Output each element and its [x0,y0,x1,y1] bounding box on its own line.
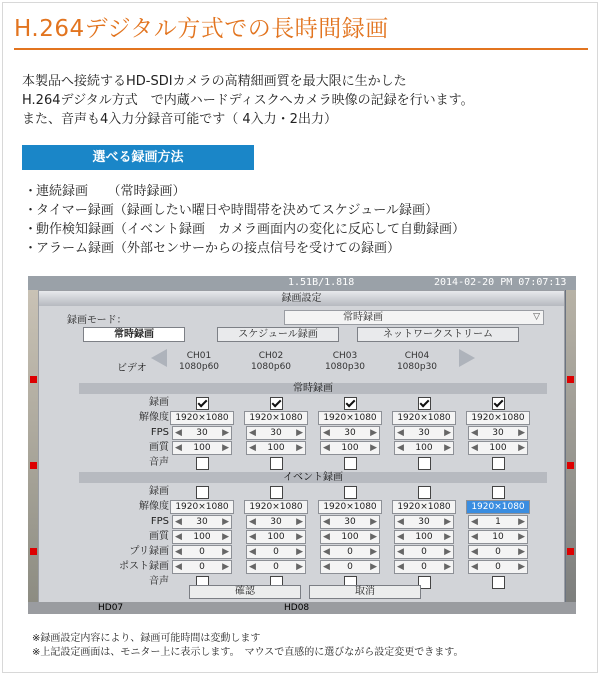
checkbox[interactable] [492,486,505,499]
chevron-left-icon[interactable]: ◀ [471,562,478,572]
record-indicator-icon [30,548,37,555]
resolution-select[interactable]: 1920×1080 [318,500,382,514]
list-item [24,239,465,258]
chevron-right-icon[interactable]: ▶ [370,562,377,572]
channel-res: 1080p30 [396,362,438,372]
intro-line: また、音声も4入力分録音可能です（ 4入力・2出力） [22,112,337,127]
row-label: 録画 [149,397,169,408]
value-stepper[interactable] [468,560,528,574]
value-stepper[interactable] [394,530,454,544]
stepper-value: 30 [196,428,208,438]
row-label: プリ録画 [129,546,169,557]
channel-name: CH04 [404,351,430,361]
checkbox[interactable] [344,397,357,410]
grid-row [39,574,564,589]
osd-bar [218,276,576,290]
stepper-value: 0 [421,547,427,557]
camera-label-bar [28,602,576,614]
arrow-right-icon[interactable] [459,349,475,367]
value-stepper[interactable] [246,545,306,559]
value-stepper[interactable] [172,515,232,529]
title-underline [14,48,588,50]
dialog-title: 録画設定 [39,291,564,306]
camera-label: HD08 [284,603,310,613]
chevron-left-icon[interactable]: ◀ [323,532,330,542]
stepper-value: 100 [193,532,211,542]
checkbox[interactable] [418,457,431,470]
grid-row [39,484,564,499]
chevron-left-icon[interactable]: ◀ [323,517,330,527]
chevron-left-icon[interactable]: ◀ [397,562,404,572]
section-header-event: イベント録画 [79,472,547,483]
row-label: 音声 [149,576,169,587]
channel-name: CH03 [332,351,358,361]
resolution-select[interactable]: 1920×1080 [466,411,530,425]
stepper-value: 0 [199,547,205,557]
chevron-right-icon[interactable]: ▶ [296,547,303,557]
chevron-left-icon[interactable]: ◀ [471,443,478,453]
chevron-left-icon[interactable]: ◀ [249,428,256,438]
chevron-right-icon[interactable]: ▶ [222,547,229,557]
grid-row [39,559,564,574]
value-stepper[interactable] [246,441,306,455]
grid-row [39,529,564,544]
ok-button[interactable]: 確認 [189,585,301,599]
resolution-select[interactable]: 1920×1080 [170,500,234,514]
stepper-value: 30 [418,428,430,438]
channel-name: CH02 [258,351,284,361]
dvr-screenshot [28,276,576,614]
chevron-left-icon[interactable]: ◀ [323,562,330,572]
chevron-left-icon[interactable]: ◀ [175,532,182,542]
chevron-right-icon[interactable]: ▶ [370,443,377,453]
value-stepper[interactable] [172,560,232,574]
value-stepper[interactable] [172,545,232,559]
stepper-value: 100 [415,532,433,542]
stepper-value: 0 [199,562,205,572]
chevron-left-icon[interactable]: ◀ [471,532,478,542]
record-settings-dialog [38,290,565,604]
chevron-right-icon[interactable]: ▶ [222,428,229,438]
chevron-right-icon[interactable]: ▶ [296,532,303,542]
checkbox[interactable] [270,486,283,499]
stepper-value: 100 [341,532,359,542]
chevron-right-icon[interactable]: ▶ [518,547,525,557]
stepper-value: 100 [341,443,359,453]
recording-methods-list [24,182,465,258]
row-label: 解像度 [139,412,169,423]
chevron-right-icon[interactable]: ▶ [296,428,303,438]
chevron-left-icon[interactable]: ◀ [397,428,404,438]
checkbox[interactable] [344,486,357,499]
value-stepper[interactable] [394,545,454,559]
stepper-value: 100 [267,443,285,453]
value-stepper[interactable] [246,426,306,440]
row-label: 音声 [149,457,169,468]
channel-res: 1080p30 [324,362,366,372]
grid-row [39,395,564,410]
camera-view-left [28,290,38,614]
footnote: ※上記設定画面は、モニター上に表示します。 マウスで直感的に選びながら設定変更できます。 [32,647,464,658]
checkbox[interactable] [492,397,505,410]
stepper-value: 30 [492,428,504,438]
chevron-left-icon[interactable]: ◀ [397,532,404,542]
value-stepper[interactable] [172,426,232,440]
arrow-left-icon[interactable] [151,349,167,367]
row-label: 解像度 [139,501,169,512]
record-indicator-icon [30,462,37,469]
camera-view-right [566,290,576,614]
list-item [24,201,465,220]
bullet: ・ [24,203,38,218]
value-stepper[interactable] [320,441,380,455]
resolution-select[interactable]: 1920×1080 [244,500,308,514]
stepper-value: 0 [495,547,501,557]
chevron-left-icon[interactable]: ◀ [471,517,478,527]
grid-row [39,425,564,440]
value-stepper[interactable] [246,530,306,544]
chevron-right-icon[interactable]: ▶ [444,562,451,572]
record-mode-value: 常時録画 [343,312,383,323]
stepper-value: 0 [421,562,427,572]
section-header-continuous: 常時録画 [79,383,547,394]
method-text: アラーム録画（外部センサーからの接点信号を受けての録画） [36,241,401,256]
grid-row [39,514,564,529]
footnotes [32,632,463,660]
checkbox[interactable] [270,397,283,410]
resolution-select[interactable]: 1920×1080 [466,500,530,514]
chevron-left-icon[interactable]: ◀ [471,428,478,438]
value-stepper[interactable] [246,515,306,529]
chevron-left-icon[interactable]: ◀ [175,562,182,572]
chevron-right-icon[interactable]: ▶ [444,517,451,527]
chevron-left-icon[interactable]: ◀ [323,547,330,557]
channel-name: CH01 [186,351,212,361]
chevron-right-icon[interactable]: ▶ [296,517,303,527]
method-text: 連続録画 （常時録画） [36,184,186,199]
stepper-value: 0 [347,562,353,572]
chevron-right-icon[interactable]: ▶ [444,443,451,453]
value-stepper[interactable] [468,426,528,440]
value-stepper[interactable] [468,441,528,455]
checkbox[interactable] [196,457,209,470]
record-indicator-icon [567,462,574,469]
value-stepper[interactable] [320,545,380,559]
checkbox[interactable] [418,397,431,410]
row-label: 録画 [149,486,169,497]
method-text: 動作検知録画（イベント録画 カメラ画面内の変化に反応して自動録画） [36,222,466,237]
record-indicator-icon [567,376,574,383]
footnote: ※録画設定内容により、録画可能時間は変動します [32,633,261,644]
value-stepper[interactable] [468,545,528,559]
record-indicator-icon [30,376,37,383]
value-stepper[interactable] [246,560,306,574]
chevron-left-icon[interactable]: ◀ [397,517,404,527]
resolution-select[interactable]: 1920×1080 [318,411,382,425]
chevron-right-icon[interactable]: ▶ [518,517,525,527]
stepper-value: 0 [347,547,353,557]
osd-datetime: 2014-02-20 PM 07:07:13 [434,277,567,288]
intro-text [22,72,474,129]
record-mode-select[interactable] [284,310,544,325]
checkbox[interactable] [492,457,505,470]
stepper-value: 100 [193,443,211,453]
value-stepper[interactable] [394,515,454,529]
grid-row [39,455,564,470]
camera-label: HD07 [98,603,124,613]
stepper-value: 0 [495,562,501,572]
chevron-left-icon[interactable]: ◀ [175,443,182,453]
grid-row [39,544,564,559]
row-label: ポスト録画 [119,561,169,572]
stepper-value: 100 [489,443,507,453]
stepper-value: 1 [495,517,501,527]
page-title: H.264デジタル方式での長時間録画 [14,16,389,42]
section-banner: 選べる録画方法 [22,145,254,170]
value-stepper[interactable] [394,426,454,440]
row-label: 画質 [149,531,169,542]
channel-info [241,351,301,373]
bullet: ・ [24,222,38,237]
chevron-right-icon[interactable]: ▶ [370,428,377,438]
chevron-left-icon[interactable]: ◀ [175,547,182,557]
chevron-right-icon[interactable]: ▶ [518,562,525,572]
chevron-right-icon[interactable]: ▶ [370,532,377,542]
channel-res: 1080p60 [178,362,220,372]
chevron-right-icon[interactable]: ▶ [222,532,229,542]
chevron-left-icon[interactable]: ◀ [323,443,330,453]
chevron-right-icon[interactable]: ▶ [444,428,451,438]
chevron-left-icon[interactable]: ◀ [397,443,404,453]
channel-info [169,351,229,373]
checkbox[interactable] [344,457,357,470]
chevron-right-icon[interactable]: ▶ [296,443,303,453]
intro-line: 本製品へ接続するHD-SDIカメラの高精細画質を最大限に生かした [22,74,407,89]
chevron-right-icon[interactable]: ▶ [370,547,377,557]
grid-row [39,410,564,425]
stepper-value: 100 [267,532,285,542]
chevron-left-icon[interactable]: ◀ [249,517,256,527]
chevron-right-icon[interactable]: ▶ [222,443,229,453]
bullet: ・ [24,241,38,256]
stepper-value: 30 [344,428,356,438]
stepper-value: 30 [270,428,282,438]
chevron-right-icon[interactable]: ▶ [222,517,229,527]
value-stepper[interactable] [394,560,454,574]
chevron-left-icon[interactable]: ◀ [323,428,330,438]
chevron-right-icon[interactable]: ▶ [518,443,525,453]
intro-line: H.264デジタル方式 で内蔵ハードディスクへカメラ映像の記録を行います。 [22,93,474,108]
chevron-down-icon: ▽ [533,312,540,322]
stepper-value: 0 [273,547,279,557]
channel-info [387,351,447,373]
value-stepper[interactable] [320,530,380,544]
resolution-select[interactable]: 1920×1080 [244,411,308,425]
value-stepper[interactable] [172,530,232,544]
value-stepper[interactable] [320,515,380,529]
stepper-value: 30 [270,517,282,527]
chevron-left-icon[interactable]: ◀ [175,428,182,438]
grid-row [39,440,564,455]
mode-label: 録画モード： [67,315,127,326]
chevron-right-icon[interactable]: ▶ [444,532,451,542]
checkbox[interactable] [492,576,505,589]
stepper-value: 30 [344,517,356,527]
chevron-left-icon[interactable]: ◀ [175,517,182,527]
checkbox[interactable] [196,397,209,410]
stepper-value: 10 [492,532,504,542]
channel-res: 1080p60 [250,362,292,372]
video-label: ビデオ [117,363,147,374]
stepper-value: 30 [418,517,430,527]
chevron-right-icon[interactable]: ▶ [518,428,525,438]
value-stepper[interactable] [320,426,380,440]
chevron-right-icon[interactable]: ▶ [518,532,525,542]
resolution-select[interactable]: 1920×1080 [170,411,234,425]
bullet: ・ [24,184,38,199]
record-indicator-icon [567,548,574,555]
resolution-select[interactable]: 1920×1080 [392,411,456,425]
stepper-value: 30 [196,517,208,527]
checkbox[interactable] [196,486,209,499]
tab-continuous[interactable]: 常時録画 [83,327,185,342]
chevron-right-icon[interactable]: ▶ [370,517,377,527]
tab-schedule[interactable]: スケジュール録画 [217,327,339,342]
checkbox[interactable] [270,457,283,470]
channel-info [315,351,375,373]
video-channel-row [39,345,564,381]
chevron-left-icon[interactable]: ◀ [249,443,256,453]
osd-rate: 1.51B/1.818 [288,277,355,288]
value-stepper[interactable] [468,515,528,529]
chevron-left-icon[interactable]: ◀ [249,547,256,557]
resolution-select[interactable]: 1920×1080 [392,500,456,514]
method-text: タイマー録画（録画したい曜日や時間帯を決めてスケジュール録画） [36,203,438,218]
tab-network-stream[interactable]: ネットワークストリーム [357,327,519,342]
chevron-left-icon[interactable]: ◀ [471,547,478,557]
stepper-value: 0 [273,562,279,572]
value-stepper[interactable] [394,441,454,455]
row-label: 画質 [149,442,169,453]
chevron-left-icon[interactable]: ◀ [249,532,256,542]
cancel-button[interactable]: 取消 [309,585,421,599]
value-stepper[interactable] [320,560,380,574]
chevron-left-icon[interactable]: ◀ [397,547,404,557]
list-item [24,182,465,201]
stepper-value: 100 [415,443,433,453]
chevron-right-icon[interactable]: ▶ [444,547,451,557]
checkbox[interactable] [418,486,431,499]
value-stepper[interactable] [172,441,232,455]
list-item [24,220,465,239]
chevron-left-icon[interactable]: ◀ [249,562,256,572]
chevron-right-icon[interactable]: ▶ [222,562,229,572]
row-label: FPS [150,427,169,438]
chevron-right-icon[interactable]: ▶ [296,562,303,572]
grid-row [39,499,564,514]
value-stepper[interactable] [468,530,528,544]
row-label: FPS [150,516,169,527]
